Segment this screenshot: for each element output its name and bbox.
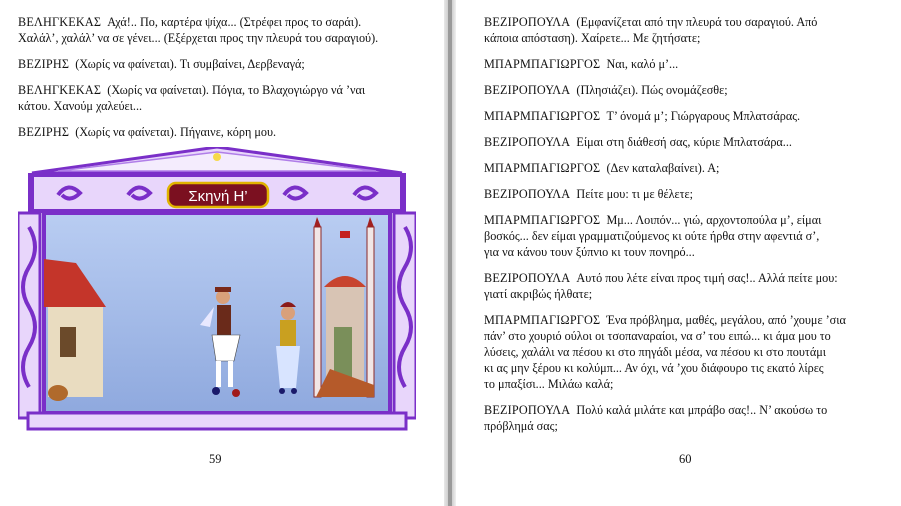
dialogue-line	[18, 82, 365, 98]
line-text: Πολύ καλά μιλάτε και μπράβο σας!.. Ν’ ακούσω το	[576, 403, 828, 417]
dialogue-line	[18, 56, 305, 72]
speaker-name: ΒΕΖΙΡΟΠΟΥΛΑ	[484, 135, 571, 149]
dialogue-paragraph	[484, 402, 827, 434]
dialogue-paragraph	[484, 82, 728, 98]
speaker-name: ΒΕΖΙΡΟΠΟΥΛΑ	[484, 403, 571, 417]
dialogue-paragraph	[18, 124, 276, 140]
dialogue-paragraph	[484, 134, 792, 150]
speaker-name: ΒΕΖΙΡΗΣ	[18, 57, 70, 71]
speaker-name: ΜΠΑΡΜΠΑΓΙΩΡΓΟΣ	[484, 213, 601, 227]
left-page	[0, 0, 444, 506]
line-text: (Πλησιάζει). Πώς ονομάζεσθε;	[576, 83, 728, 97]
dialogue-paragraph	[18, 14, 378, 46]
dialogue-paragraph	[484, 270, 838, 302]
speaker-name: ΜΠΑΡΜΠΑΓΙΩΡΓΟΣ	[484, 57, 601, 71]
dialogue-paragraph	[484, 160, 719, 176]
line-text: Τ’ όνομά μ’; Γιώργαρους Μπλατσάρας.	[606, 109, 801, 123]
line-text: Μμ... Λοιπόν... γιώ, αρχοντοπούλα μ’, είμαι	[606, 213, 822, 227]
dialogue-line	[484, 212, 821, 228]
line-text: πάν’ στο χουριό ούλοι οι τσοπαναραίοι, να σ’ του ειπώ... κι άμα μου το	[484, 329, 831, 343]
line-text: βοσκός... δεν είμαι γραμματιζούμενος κι ούτε ήρθα στην αφεντιά σ’,	[484, 229, 820, 243]
dialogue-line	[484, 160, 719, 176]
line-text: Αχά!.. Πο, καρτέρα ψίχα... (Στρέφει προς το σαράι).	[107, 15, 362, 29]
page-number-right: 60	[679, 452, 692, 466]
right-page	[456, 0, 901, 506]
dialogue-line	[484, 418, 827, 434]
dialogue-line	[484, 14, 817, 30]
dialogue-line	[18, 98, 365, 114]
dialogue-line	[484, 328, 846, 344]
dialogue-line	[484, 108, 800, 124]
speaker-name: ΜΠΑΡΜΠΑΓΙΩΡΓΟΣ	[484, 161, 601, 175]
speaker-name: ΜΠΑΡΜΠΑΓΙΩΡΓΟΣ	[484, 313, 601, 327]
dialogue-paragraph	[18, 82, 365, 114]
dialogue-paragraph	[484, 312, 846, 392]
dialogue-line	[18, 14, 378, 30]
dialogue-line	[484, 402, 827, 418]
speaker-name: ΒΕΖΙΡΟΠΟΥΛΑ	[484, 83, 571, 97]
dialogue-paragraph	[484, 212, 821, 260]
dialogue-paragraph	[18, 56, 305, 72]
page-number-left: 59	[209, 452, 222, 466]
line-text: (Εμφανίζεται από την πλευρά του σαραγιού. Από	[576, 15, 818, 29]
speaker-name: ΒΕΖΙΡΟΠΟΥΛΑ	[484, 271, 571, 285]
dialogue-line	[484, 286, 838, 302]
dialogue-line	[484, 56, 678, 72]
line-text: (Χωρίς να φαίνεται). Πήγαινε, κόρη μου.	[75, 125, 277, 139]
line-text: (Χωρίς να φαίνεται). Τι συμβαίνει, Δερβεναγά;	[75, 57, 305, 71]
line-text: γιατί ακριβώς ήλθατε;	[484, 287, 593, 301]
dialogue-line	[484, 30, 817, 46]
line-text: Ναι, καλό μ’...	[606, 57, 679, 71]
dialogue-line	[484, 244, 821, 260]
dialogue-line	[18, 30, 378, 46]
line-text: κι ας μην ξέρου κι κολύμπ... Αν όχι, νά ’χου διάφουρο τις εκατό λίρες	[484, 361, 824, 375]
line-text: (Δεν καταλαβαίνει). Α;	[606, 161, 720, 175]
dialogue-line	[484, 82, 728, 98]
dialogue-line	[484, 228, 821, 244]
speaker-name: ΜΠΑΡΜΠΑΓΙΩΡΓΟΣ	[484, 109, 601, 123]
line-text: πρόβλημά σας;	[484, 419, 558, 433]
dialogue-line	[484, 270, 838, 286]
dialogue-line	[484, 186, 693, 202]
dialogue-line	[484, 360, 846, 376]
line-text: το μπαξίσι... Μιλάω καλά;	[484, 377, 614, 391]
line-text: λύσεις, χαλάλι να πέσου κι στο πηγάδι μέσα, να πέσου κι στο πουτάμι	[484, 345, 827, 359]
dialogue-line	[18, 124, 276, 140]
line-text: Είμαι στη διάθεσή σας, κύριε Μπλατσάρα...	[576, 135, 792, 149]
speaker-name: ΒΕΛΗΓΚΕΚΑΣ	[18, 15, 102, 29]
line-text: Χαλάλ’, χαλάλ’ να σε γένει... (Εξέρχεται προς την πλευρά του σαραγιού).	[18, 31, 379, 45]
line-text: (Χωρίς να φαίνεται). Πόγια, το Βλαχογιώργο νά ’ναι	[107, 83, 366, 97]
line-text: Πείτε μου: τι με θέλετε;	[576, 187, 694, 201]
dialogue-paragraph	[484, 108, 800, 124]
dialogue-line	[484, 344, 846, 360]
speaker-name: ΒΕΖΙΡΟΠΟΥΛΑ	[484, 15, 571, 29]
line-text: κάποια απόσταση). Χαίρετε... Με ζητήσατε;	[484, 31, 701, 45]
dialogue-line	[484, 376, 846, 392]
line-text: κάτου. Χανούμ χαλεύει...	[18, 99, 143, 113]
line-text: Ένα πρόβλημα, μαθές, μεγάλου, από ’χουμε ’σια	[606, 313, 846, 327]
speaker-name: ΒΕΛΗΓΚΕΚΑΣ	[18, 83, 102, 97]
dialogue-paragraph	[484, 186, 693, 202]
dialogue-paragraph	[484, 56, 678, 72]
line-text: για να κάνου τουν ξύπνιο κι τουν πονηρό...	[484, 245, 695, 259]
dialogue-line	[484, 312, 846, 328]
line-text: Αυτό που λέτε είναι προς τιμή σας!.. Αλλά πείτε μου:	[576, 271, 838, 285]
speaker-name: ΒΕΖΙΡΟΠΟΥΛΑ	[484, 187, 571, 201]
shadow-theatre-stage-illustration	[18, 147, 416, 432]
speaker-name: ΒΕΖΙΡΗΣ	[18, 125, 70, 139]
dialogue-line	[484, 134, 792, 150]
scene-label: Σκηνή Η’	[188, 188, 248, 205]
dialogue-paragraph	[484, 14, 817, 46]
